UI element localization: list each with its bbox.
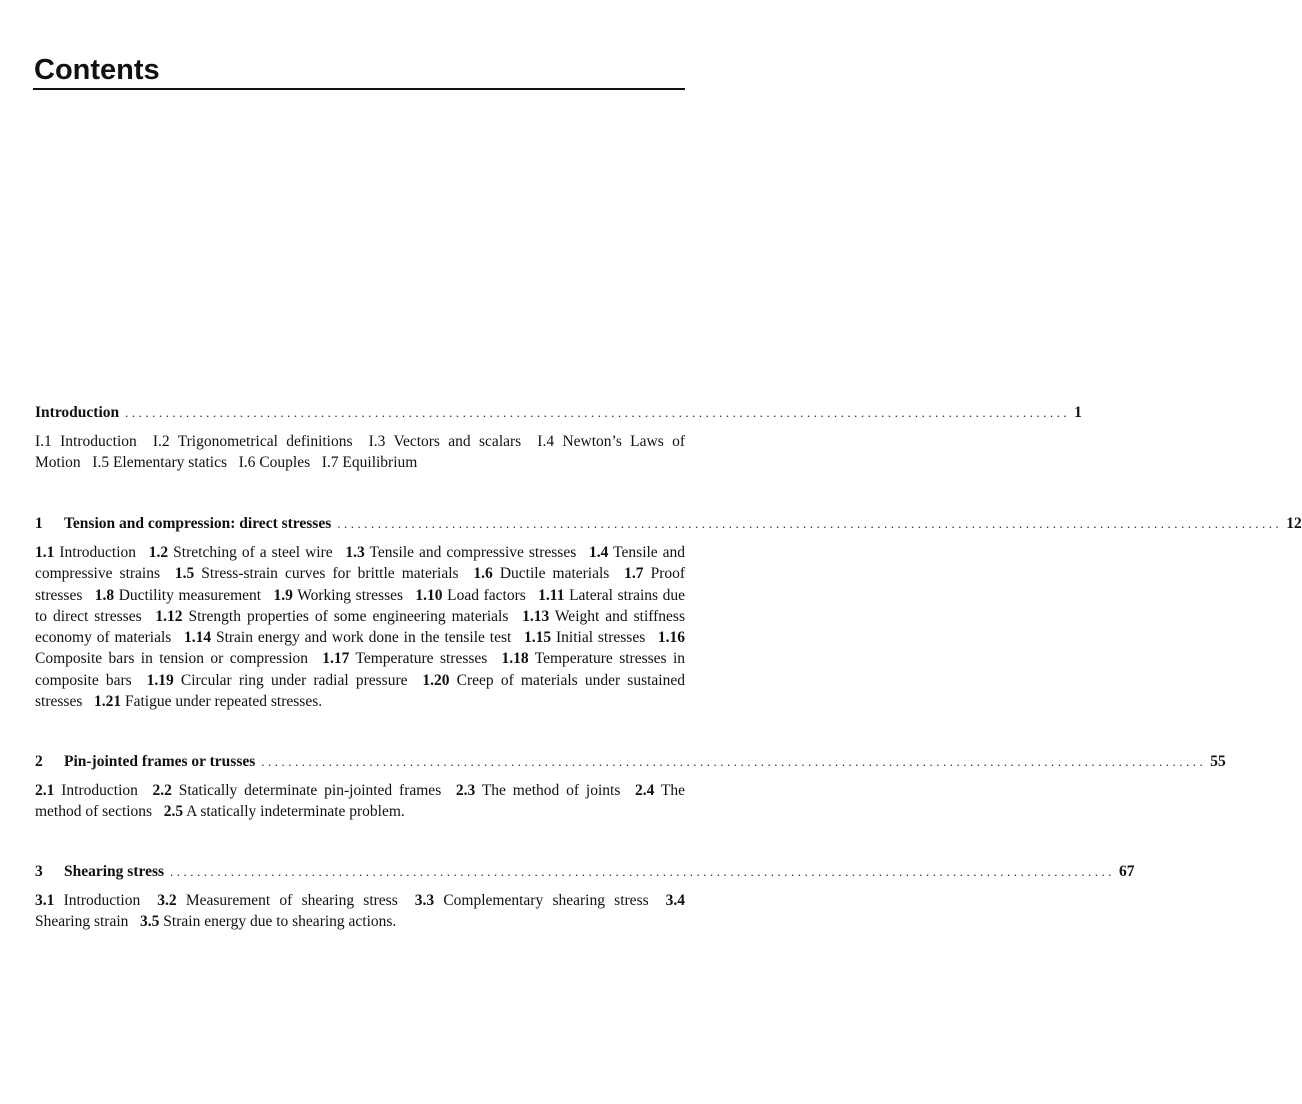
toc-entry[interactable] xyxy=(369,433,522,450)
toc-entry[interactable] xyxy=(92,454,227,471)
toc-entry[interactable] xyxy=(473,565,609,582)
toc-entry-number: 1.2 xyxy=(148,544,169,561)
dot-leader: ............................................................................................................................................ xyxy=(261,754,1207,769)
toc-entry-title: Strain energy and work done in the tensile test xyxy=(215,629,512,647)
toc-entry-number: 2.2 xyxy=(152,782,172,799)
toc-entry-number: 2.1 xyxy=(35,782,55,799)
toc-entry[interactable] xyxy=(149,544,333,561)
toc-entry-title: Introduction xyxy=(61,782,138,799)
toc-entry-title: Introduction xyxy=(63,892,141,909)
toc-entry-title: The method of joints xyxy=(481,782,621,799)
toc-entry-title: Ductile materials xyxy=(499,565,610,583)
toc-entry[interactable] xyxy=(140,913,396,930)
toc-entry-number: 1.9 xyxy=(273,586,293,604)
toc-entry[interactable] xyxy=(345,544,576,561)
dot-leader: ............................................................................................................................................ xyxy=(337,516,1283,531)
toc-entry-title: Measurement of shearing stress xyxy=(185,892,398,909)
toc-entry-number: 1.13 xyxy=(522,607,550,625)
toc-entry-number: 1.5 xyxy=(174,565,195,583)
toc-entry-title: Temperature stresses xyxy=(355,650,488,668)
toc-entry-number: 1.11 xyxy=(538,586,565,604)
toc-entry-number: 1.3 xyxy=(345,544,365,561)
toc-entry-title: Composite bars in tension or compression xyxy=(35,650,309,668)
toc-entry-title: Newton’s Laws of Motion xyxy=(35,433,686,472)
toc-entry[interactable] xyxy=(164,803,405,820)
toc-entry-number: 3.5 xyxy=(140,913,160,931)
toc-entry-list xyxy=(35,542,685,712)
toc-entry-number: 1.12 xyxy=(155,607,183,625)
toc-page-number: 12 xyxy=(1286,515,1302,532)
toc-entry-title: Stress-strain curves for brittle materials xyxy=(201,565,459,583)
toc-entry-list xyxy=(35,431,685,474)
toc-entry-title: Elementary statics xyxy=(112,454,228,472)
toc-entry-title: Strength properties of some engineering materials xyxy=(188,607,509,625)
toc-entry-title: A statically indeterminate problem. xyxy=(186,803,405,821)
toc-entry-number: 1.6 xyxy=(473,565,493,583)
toc-entry-title: Strain energy due to shearing actions. xyxy=(163,913,397,931)
toc-entry-number: I.6 xyxy=(238,454,256,472)
toc-entry-number: 3.4 xyxy=(665,892,685,909)
toc-entry-title: Ductility measurement xyxy=(118,586,262,604)
toc-entry[interactable] xyxy=(153,433,353,450)
toc-entry[interactable] xyxy=(153,782,442,799)
toc-entry[interactable] xyxy=(147,672,408,689)
toc-entry-title: Tensile and compressive stresses xyxy=(369,544,577,561)
toc-entry-number: I.3 xyxy=(368,433,386,450)
toc-heading-chapter-3[interactable] xyxy=(35,862,1135,882)
toc-entry[interactable] xyxy=(175,565,459,582)
page-title: Contents xyxy=(34,54,160,86)
toc-chapter-number: 2 xyxy=(35,753,43,770)
toc-entry[interactable] xyxy=(94,693,322,710)
toc-entry-number: 2.4 xyxy=(635,782,655,799)
toc-heading-title: Pin-jointed frames or trusses xyxy=(64,753,256,770)
toc-page-number: 55 xyxy=(1210,753,1226,770)
toc-section-intro xyxy=(35,403,1082,474)
toc-page-number: 67 xyxy=(1119,863,1135,880)
toc-entry-number: I.5 xyxy=(92,454,110,472)
toc-heading-chapter-1[interactable] xyxy=(35,514,1302,534)
toc-heading-title: Tension and compression: direct stresses xyxy=(64,515,332,532)
dot-leader: ............................................................................................................................................ xyxy=(170,864,1116,879)
toc-heading-intro[interactable] xyxy=(35,403,1082,423)
toc-entry-number: 1.18 xyxy=(501,650,529,668)
toc-entry[interactable] xyxy=(239,454,310,471)
dot-leader: ............................................................................................................................................ xyxy=(125,405,1071,420)
toc-entry-number: 1.10 xyxy=(415,586,443,604)
toc-entry-number: 3.2 xyxy=(157,892,177,909)
toc-entry-list xyxy=(35,890,685,933)
toc-entry-number: 1.17 xyxy=(322,650,350,668)
toc-entry-title: Couples xyxy=(259,454,311,472)
toc-entry-number: 3.1 xyxy=(35,892,55,909)
toc-entry[interactable] xyxy=(35,544,136,561)
toc-entry-title: Circular ring under radial pressure xyxy=(180,671,408,689)
toc-entry-number: I.7 xyxy=(321,454,339,472)
toc-section-chapter-2 xyxy=(35,752,1226,823)
toc-entry-title: Introduction xyxy=(60,433,137,450)
toc-entry-title: Lateral strains due to direct stresses xyxy=(35,586,686,625)
toc-entry-number: 1.15 xyxy=(523,629,552,647)
toc-chapter-number: 1 xyxy=(35,515,43,532)
toc-entry-number: 3.3 xyxy=(414,892,435,909)
toc-entry-number: I.4 xyxy=(537,433,555,450)
toc-entry-number: 1.21 xyxy=(93,693,122,711)
toc-section-chapter-3 xyxy=(35,862,1135,933)
toc-entry-title: Creep of materials under sustained stresses xyxy=(35,671,685,711)
toc-entry-title: Introduction xyxy=(59,544,137,561)
toc-entry[interactable] xyxy=(95,587,261,604)
toc-entry-number: 1.4 xyxy=(589,544,609,561)
contents-heading xyxy=(33,50,685,90)
toc-entry-number: 1.7 xyxy=(624,565,644,583)
toc-entry-title: Complementary shearing stress xyxy=(443,892,649,909)
toc-entry-title: Load factors xyxy=(447,586,526,604)
toc-entry-number: 1.19 xyxy=(146,671,174,689)
toc-entry-title: Trigonometrical definitions xyxy=(177,433,353,450)
toc-entry-number: 2.5 xyxy=(163,803,184,821)
toc-entry-title: Fatigue under repeated stresses. xyxy=(124,693,323,711)
toc-entry[interactable] xyxy=(35,433,137,450)
toc-entry-title: The method of sections xyxy=(35,782,686,821)
toc-entry-title: Working stresses xyxy=(297,586,404,604)
toc-entry[interactable] xyxy=(273,587,403,604)
toc-entry[interactable] xyxy=(415,892,649,909)
toc-heading-title: Shearing stress xyxy=(64,863,165,880)
toc-entry-title: Temperature stresses in composite bars xyxy=(35,650,686,689)
toc-entry-list xyxy=(35,780,685,823)
toc-entry[interactable] xyxy=(322,650,487,667)
toc-entry-title: Initial stresses xyxy=(555,629,646,647)
toc-entry[interactable] xyxy=(35,892,140,909)
toc-entry-number: I.2 xyxy=(152,433,170,450)
toc-entry[interactable] xyxy=(157,892,398,909)
toc-entry[interactable] xyxy=(456,782,621,799)
toc-entry-number: 2.3 xyxy=(455,782,476,799)
toc-entry-number: 1.14 xyxy=(183,629,212,647)
toc-entry[interactable] xyxy=(524,629,645,646)
toc-entry-number: 1.1 xyxy=(35,544,55,561)
toc-heading-chapter-2[interactable] xyxy=(35,752,1226,772)
toc-entry-number: 1.8 xyxy=(94,586,115,604)
toc-entry-number: 1.20 xyxy=(422,671,450,689)
toc-entry-number: 1.16 xyxy=(657,629,686,647)
toc-chapter-number: 3 xyxy=(35,863,43,880)
toc-heading-title: Introduction xyxy=(35,404,120,421)
toc-page-number: 1 xyxy=(1074,404,1082,421)
toc-entry[interactable] xyxy=(35,782,138,799)
toc-entry-title: Proof stresses xyxy=(35,565,686,604)
toc-entry-title: Vectors and scalars xyxy=(393,433,522,450)
toc-entry-title: Weight and stiffness economy of materials xyxy=(35,607,685,647)
toc-entry[interactable] xyxy=(415,587,525,604)
toc-section-chapter-1 xyxy=(35,514,1302,712)
toc-entry-title: Tensile and compressive strains xyxy=(35,544,686,583)
toc-entry[interactable] xyxy=(184,629,511,646)
toc-entry-title: Shearing strain xyxy=(35,913,129,931)
toc-entry[interactable] xyxy=(155,608,508,625)
toc-entry-number: I.1 xyxy=(35,433,52,450)
toc-entry-title: Statically determinate pin-jointed frames xyxy=(178,782,442,799)
toc-entry[interactable] xyxy=(322,454,418,471)
toc-entry-title: Stretching of a steel wire xyxy=(173,544,333,561)
toc-entry-title: Equilibrium xyxy=(342,454,418,472)
